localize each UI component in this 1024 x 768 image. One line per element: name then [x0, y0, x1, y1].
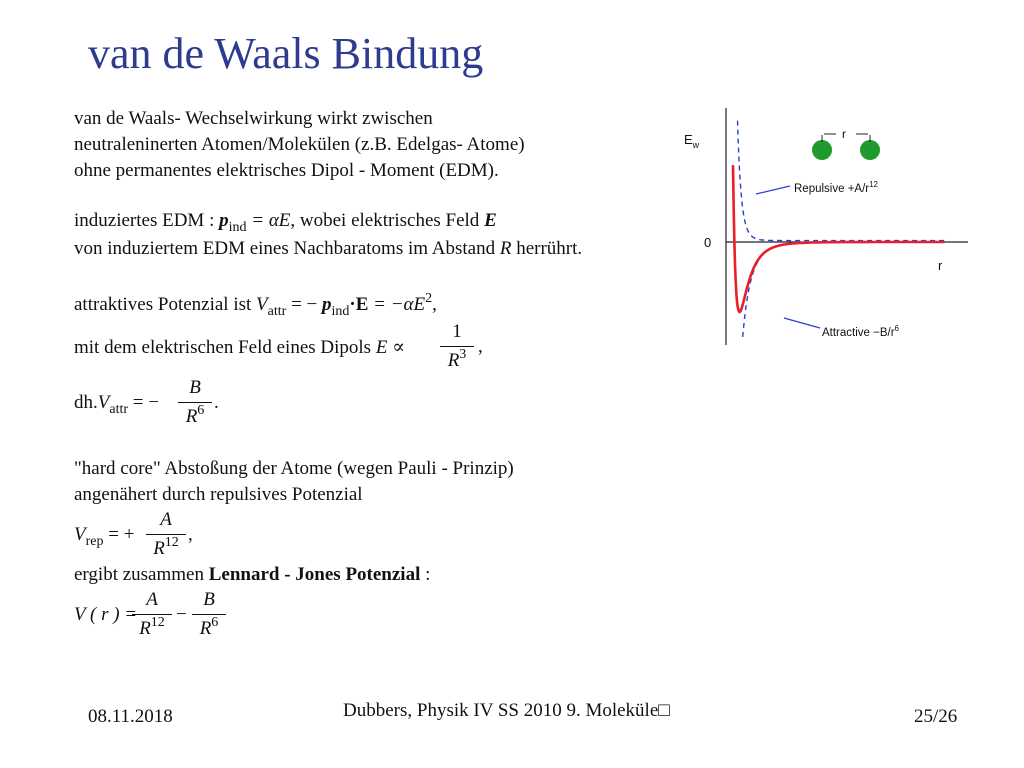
induced-line-1 [74, 210, 497, 235]
dh-fraction [178, 376, 212, 431]
dipole-num: 1 [452, 321, 462, 342]
rep-eq: = + [108, 524, 135, 545]
dh-line [74, 392, 159, 417]
rep-v: V [74, 524, 86, 545]
lj-minus: − [176, 604, 187, 625]
intro-line-3: ohne permanentes elektrisches Dipol - Moment (EDM). [74, 160, 499, 181]
intro-line-2: neutraleninerten Atomen/Molekülen (z.B. Edelgas- Atome) [74, 134, 525, 155]
induced-line-2 [74, 238, 582, 260]
repulsive-label: Repulsive $+A/r^{12}$ [794, 180, 879, 195]
attractive-label: Attractive $-B/r^6$ [822, 324, 899, 339]
rep-line [74, 524, 135, 549]
dh-den-exp: 6 [197, 403, 205, 418]
dipole-fraction [440, 320, 474, 375]
attr-eq1: = − [291, 294, 318, 315]
slide-title: van de Waals Bindung [88, 29, 484, 78]
attractive-curve [743, 242, 945, 337]
repulsive-curve [738, 121, 945, 241]
rep-den-r: R [153, 538, 165, 559]
attr-p-sub: ind [331, 304, 350, 319]
lj-lhs: V ( r ) = [74, 604, 138, 625]
dh-suffix: . [214, 392, 219, 413]
induced-r: R [499, 238, 512, 259]
atom-right [860, 140, 880, 160]
dipole-den-exp: 3 [459, 347, 467, 362]
potential-plot [676, 100, 976, 355]
lj-num-1: A [146, 589, 158, 610]
separation-label: r [842, 127, 846, 141]
y-axis-label: $E_w$ [684, 132, 700, 150]
dh-eq: = − [132, 392, 159, 413]
footer-center [343, 700, 670, 722]
induced-eq: = αE [251, 210, 291, 231]
lj-num-2: B [203, 589, 215, 610]
attractive-line [74, 291, 437, 319]
lj-den2-r: R [199, 618, 212, 639]
induced-line2-a: von induziertem EDM eines Nachbaratoms im Abstand [74, 238, 496, 259]
attr-suffix: , [432, 294, 437, 315]
lj-suffix: : [425, 564, 431, 585]
footer-center-text: Dubbers, Physik IV SS 2010 9. Moleküle [343, 700, 659, 721]
dipole-e: E [375, 337, 388, 358]
attr-eq2: = −αE [373, 294, 426, 315]
intro-line-1: van de Waals- Wechselwirkung wirkt zwischen [74, 108, 433, 129]
induced-line2-b: herrührt. [516, 238, 583, 259]
lj-heading [74, 564, 430, 586]
zero-label: 0 [704, 235, 712, 250]
induced-e: E [484, 210, 497, 231]
x-axis-label: r [938, 258, 943, 273]
atom-left [812, 140, 832, 160]
lj-fraction-2 [192, 588, 226, 643]
attr-v: V [256, 294, 268, 315]
dh-v-sub: attr [109, 402, 129, 417]
induced-wobei: , wobei elektrisches Feld [290, 210, 480, 231]
footer-page: 25/26 [914, 706, 958, 727]
footer-date: 08.11.2018 [88, 706, 173, 727]
induced-p-sub: ind [228, 220, 247, 235]
dh-v: V [97, 392, 110, 413]
dipole-prop: ∝ [392, 337, 406, 358]
induced-p: p [219, 210, 229, 231]
dh-den-r: R [185, 406, 198, 427]
rep-fraction [146, 508, 186, 563]
attr-dote: ·E [349, 294, 369, 315]
dh-num: B [189, 377, 201, 398]
rep-suffix: , [188, 524, 193, 545]
lj-den2-exp: 6 [211, 615, 219, 630]
dipole-line [74, 336, 405, 359]
induced-prefix: induziertes EDM : [74, 210, 215, 231]
lj-prefix: ergibt zusammen [74, 564, 204, 585]
dh-prefix: dh. [74, 392, 98, 413]
footer-box-glyph: □ [658, 700, 670, 721]
rep-den-exp: 12 [164, 535, 179, 550]
rep-v-sub: rep [85, 534, 104, 549]
lj-bold: Lennard - Jones Potenzial [208, 564, 421, 585]
lj-fraction-1 [132, 588, 172, 643]
dipole-suffix: , [478, 336, 483, 357]
attractive-arrow [784, 318, 820, 328]
attr-v-sub: attr [267, 304, 287, 319]
dipole-prefix: mit dem elektrischen Feld eines Dipols [74, 337, 372, 358]
attr-exp: 2 [425, 291, 433, 306]
repulsive-arrow [756, 186, 790, 194]
lj-den1-r: R [139, 618, 151, 639]
hardcore-line-2: angenähert durch repulsives Potenzial [74, 484, 363, 505]
attr-p: p [322, 294, 332, 315]
attr-prefix: attraktives Potenzial ist [74, 294, 252, 315]
hardcore-line-1: "hard core" Abstoßung der Atome (wegen Pauli - Prinzip) [74, 458, 514, 479]
lj-den1-exp: 12 [150, 615, 165, 630]
rep-num: A [160, 509, 172, 530]
dipole-den-r: R [447, 350, 460, 371]
